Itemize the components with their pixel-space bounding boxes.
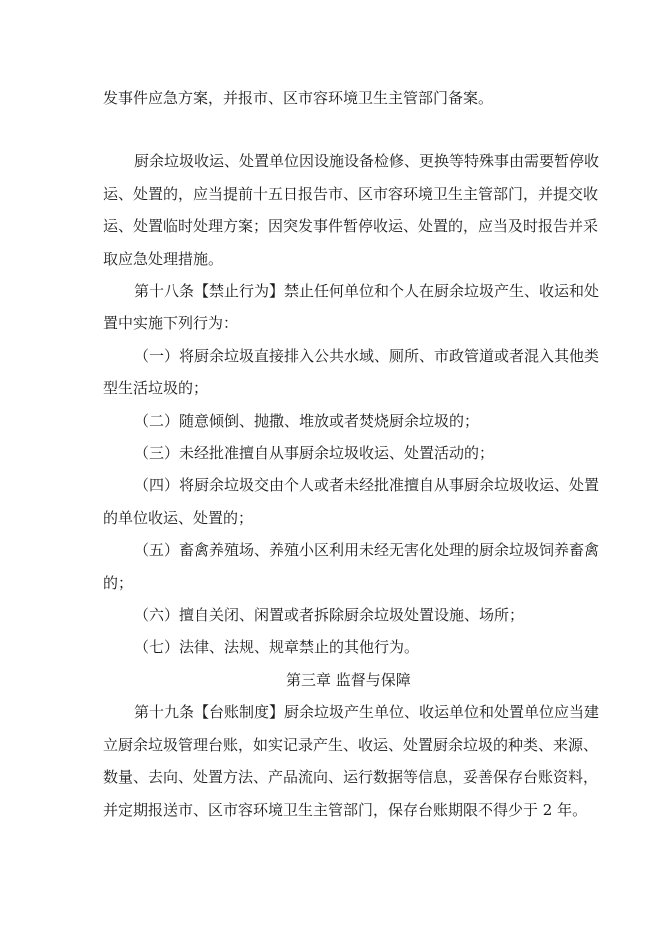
text-line-15: 的； (103, 574, 134, 592)
article-18-heading: 第十八条【禁止行为】禁止任何单位和个人在厨余垃圾产生、收运和处 (134, 282, 600, 300)
text-line-5: 取应急处理措施。 (103, 250, 224, 268)
text-line-2: 厨余垃圾收运、处置单位因设施设备检修、更换等特殊事由需要暂停收 (134, 152, 600, 170)
list-item-3: （三）未经批准擅自从事厨余垃圾收运、处置活动的； (134, 444, 495, 462)
chapter-heading: 第三章 监督与保障 (286, 671, 411, 689)
list-item-6: （六）擅自关闭、闲置或者拆除厨余垃圾处置设施、场所； (134, 606, 525, 624)
text-line-7: 置中实施下列行为： (103, 314, 239, 332)
text-line-22: 并定期报送市、区市容环境卫生主管部门，保存台账期限不得少于 2 年。 (103, 801, 588, 819)
article-19-heading: 第十九条【台账制度】厨余垃圾产生单位、收运单位和处置单位应当建 (134, 703, 600, 721)
text-line-9: 型生活垃圾的； (103, 379, 209, 397)
text-line-3: 运、处置的，应当提前十五日报告市、区市容环境卫生主管部门，并提交收 (103, 185, 599, 203)
text-line-21: 数量、去向、处置方法、产品流向、运行数据等信息，妥善保存台账资料， (103, 768, 599, 786)
list-item-7: （七）法律、法规、规章禁止的其他行为。 (134, 638, 420, 656)
text-line-13: 的单位收运、处置的； (103, 509, 254, 527)
text-line-1: 发事件应急方案，并报市、区市容环境卫生主管部门备案。 (103, 89, 494, 107)
text-line-4: 运、处置临时处理方案；因突发事件暂停收运、处置的，应当及时报告并采 (103, 217, 599, 235)
list-item-4: （四）将厨余垃圾交由个人或者未经批准擅自从事厨余垃圾收运、处置 (134, 476, 600, 494)
list-item-1: （一）将厨余垃圾直接排入公共水域、厕所、市政管道或者混入其他类 (134, 347, 600, 365)
list-item-2: （二）随意倾倒、抛撒、堆放或者焚烧厨余垃圾的； (134, 412, 480, 430)
text-line-20: 立厨余垃圾管理台账，如实记录产生、收运、处置厨余垃圾的种类、来源、 (103, 736, 599, 754)
list-item-5: （五）畜禽养殖场、养殖小区利用未经无害化处理的厨余垃圾饲养畜禽 (134, 541, 600, 559)
